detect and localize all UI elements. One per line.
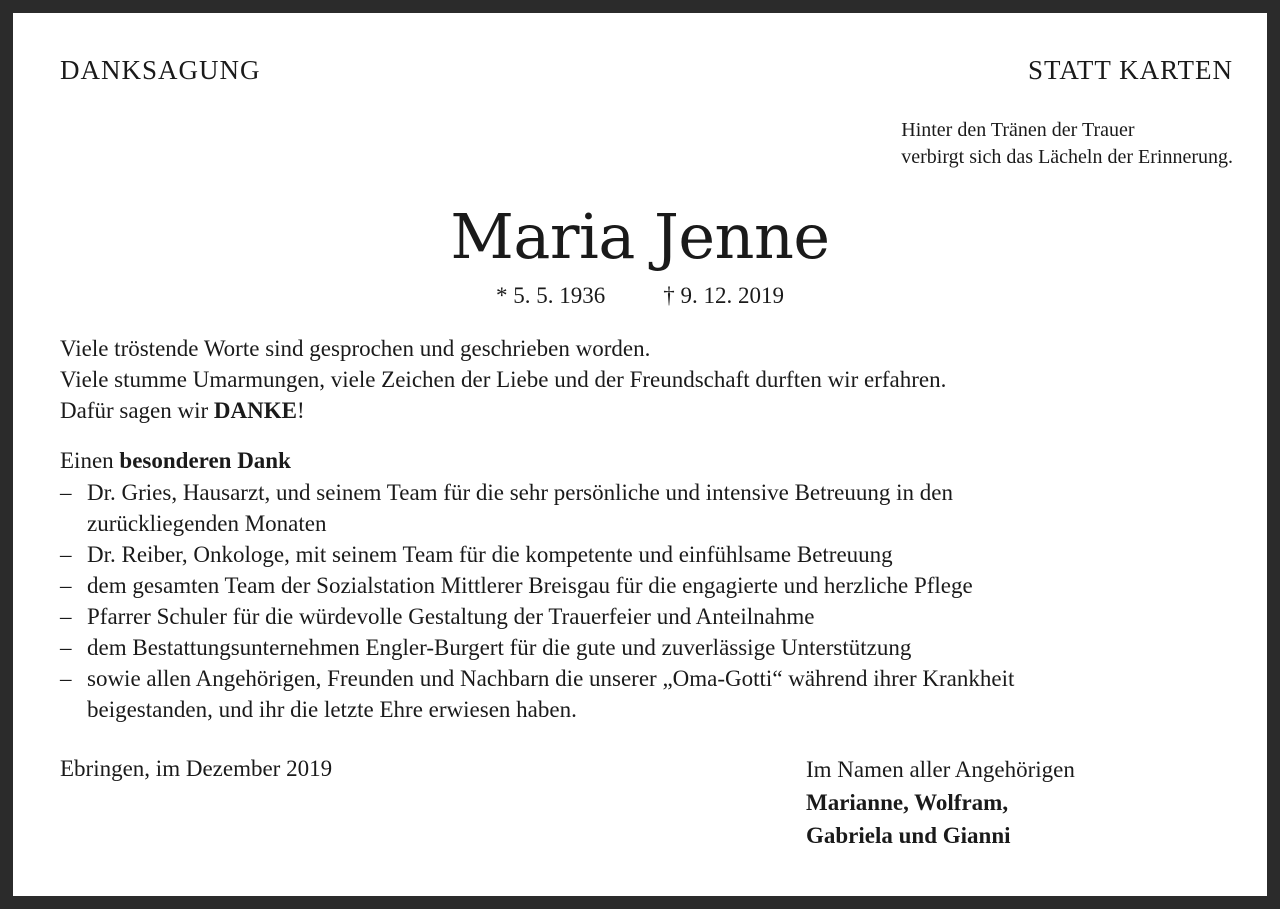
header-statt-karten: STATT KARTEN <box>1028 55 1233 85</box>
obituary-notice <box>13 13 1267 896</box>
list-item-text: Dr. Reiber, Onkologe, mit seinem Team für die kompetente und einfühlsame Betreuung <box>87 542 893 567</box>
family-names: Gabriela und Gianni <box>806 823 1011 848</box>
intro-paragraph <box>60 333 946 426</box>
life-dates <box>13 283 1267 309</box>
thanks-bold: DANKE <box>213 398 297 423</box>
special-thanks-prefix: Einen <box>60 448 120 473</box>
thanks-prefix: Dafür sagen wir <box>60 398 214 423</box>
dash-bullet: – <box>60 635 72 660</box>
memorial-quote <box>901 117 1233 171</box>
dash-bullet: – <box>60 480 72 505</box>
intro-thanks-line <box>60 395 946 426</box>
dash-bullet: – <box>60 573 72 598</box>
intro-line: Viele tröstende Worte sind gesprochen und geschrieben worden. <box>60 336 651 361</box>
list-item <box>60 601 1014 632</box>
intro-line: Viele stumme Umarmungen, viele Zeichen der Liebe und der Freundschaft durften wir erfahren. <box>60 367 947 392</box>
list-item <box>60 570 1014 601</box>
list-item-text: Dr. Gries, Hausarzt, und seinem Team für die sehr persönliche und intensive Betreuung in den <box>87 480 953 505</box>
dash-bullet: – <box>60 604 72 629</box>
list-item-text: dem gesamten Team der Sozialstation Mittlerer Breisgau für die engagierte und herzliche Pflege <box>87 573 973 598</box>
special-thanks-heading <box>60 445 291 476</box>
quote-line: verbirgt sich das Lächeln der Erinnerung. <box>901 146 1233 168</box>
list-item-text: dem Bestattungsunternehmen Engler-Burgert für die gute und zuverlässige Unterstützung <box>87 635 912 660</box>
list-item <box>60 663 1014 725</box>
birth-date: * 5. 5. 1936 <box>496 283 606 308</box>
list-item-text: beigestanden, und ihr die letzte Ehre erwiesen haben. <box>87 697 577 722</box>
header-title-danksagung: DANKSAGUNG <box>60 55 261 85</box>
dash-bullet: – <box>60 666 72 691</box>
deceased-name: Maria Jenne <box>450 200 830 273</box>
place-date: Ebringen, im Dezember 2019 <box>60 756 333 781</box>
list-item-text: Pfarrer Schuler für die würdevolle Gestaltung der Trauerfeier und Anteilnahme <box>87 604 815 629</box>
signature-block <box>806 753 1075 852</box>
list-item <box>60 539 1014 570</box>
list-item-text: zurückliegenden Monaten <box>87 511 327 536</box>
dash-bullet: – <box>60 542 72 567</box>
thanks-list <box>60 477 1014 725</box>
on-behalf-line: Im Namen aller Angehörigen <box>806 757 1075 782</box>
list-item <box>60 632 1014 663</box>
thanks-suffix: ! <box>296 398 305 423</box>
quote-line: Hinter den Tränen der Trauer <box>901 119 1135 141</box>
family-names: Marianne, Wolfram, <box>806 790 1009 815</box>
death-date: † 9. 12. 2019 <box>663 283 784 308</box>
special-thanks-bold: besonderen Dank <box>119 448 291 473</box>
list-item <box>60 477 1014 539</box>
list-item-text: sowie allen Angehörigen, Freunden und Nachbarn die unserer „Oma-Gotti“ während ihrer Krankheit <box>87 666 1015 691</box>
